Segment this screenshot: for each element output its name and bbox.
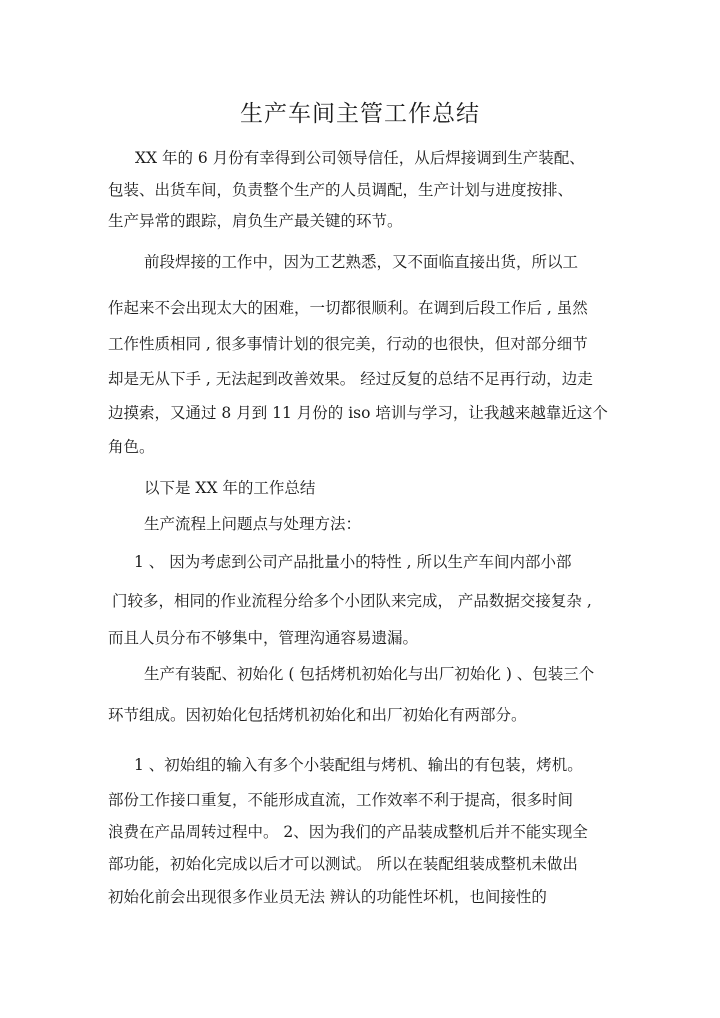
paragraph-line: 生产流程上问题点与处理方法： [144,515,362,533]
paragraph-line: 作起来不会出现太大的困难，一切都很顺利。在调到后段工作后 , 虽然 [108,299,588,317]
document-title: 生产车间主管工作总结 [240,101,480,127]
paragraph-line: 部份工作接口重复，不能形成直流，工作效率不利于提高，很多时间 [108,791,574,809]
paragraph-line: 角色。 [108,438,155,456]
paragraph-line: 包装、出货车间，负责整个生产的人员调配，生产计划与进度按排、 [108,181,574,199]
paragraph-line: 以下是 XX 年的工作总结 [144,479,316,497]
paragraph-line: 门较多，相同的作业流程分给多个小团队来完成， 产品数据交接复杂 , [112,592,592,610]
paragraph-line: 生产异常的跟踪，肩负生产最关键的环节。 [108,212,403,230]
paragraph-line: 生产有装配、初始化 ( 包括烤机初始化与出厂初始化 ) 、包装三个 [144,665,595,683]
paragraph-line: 1 、初始组的输入有多个小装配组与烤机、输出的有包装，烤机。 [134,756,583,774]
paragraph-line: 环节组成。因初始化包括烤机初始化和出厂初始化有两部分。 [108,706,527,724]
paragraph-line: 部功能，初始化完成以后才可以测试。 所以在装配组装成整机未做出 [108,855,578,873]
paragraph-line: 1 、 因为考虑到公司产品批量小的特性 , 所以生产车间内部小部 [134,553,572,571]
paragraph-line: 浪费在产品周转过程中。 2、因为我们的产品装成整机后并不能实现全 [108,823,588,841]
paragraph-line: XX 年的 6 月份有幸得到公司领导信任，从后焊接调到生产装配、 [135,149,585,167]
paragraph-line: 初始化前会出现很多作业员无法 辨认的功能性坏机，也间接性的 [108,888,547,906]
paragraph-line: 前段焊接的工作中，因为工艺熟悉，又不面临直接出货，所以工 [144,253,579,271]
paragraph-line: 工作性质相同 , 很多事情计划的很完美，行动的也很快，但对部分细节 [108,335,588,353]
paragraph-line: 而且人员分布不够集中，管理沟通容易遗漏。 [108,629,419,647]
paragraph-line: 却是无从下手 , 无法起到改善效果。 经过反复的总结不足再行动，边走 [108,370,593,388]
paragraph-line: 边摸索，又通过 8 月到 11 月份的 iso 培训与学习，让我越来越靠近这个 [108,404,608,422]
